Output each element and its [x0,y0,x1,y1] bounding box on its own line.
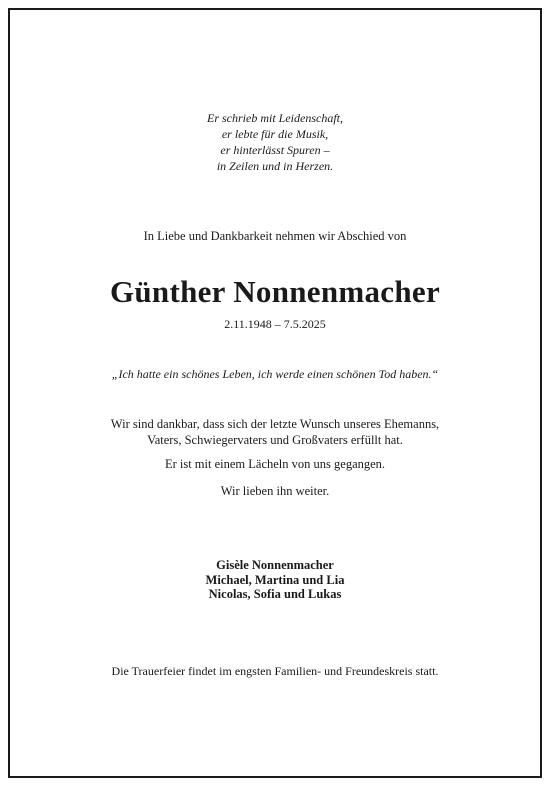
poem-line: in Zeilen und in Herzen. [216,159,334,173]
family-member-line: Gisèle Nonnenmacher [216,558,334,572]
poem-line: er hinterlässt Spuren – [220,143,330,157]
gratitude-paragraph [0,417,550,448]
poem-line: er lebte für die Musik, [221,127,329,141]
funeral-note: Die Trauerfeier findet im engsten Familien- und Freundeskreis statt. [111,664,439,678]
deceased-quote: „Ich hatte ein schönes Leben, ich werde einen schönen Tod haben.“ [111,367,439,381]
gratitude-line: Vaters, Schwiegervaters und Großvaters erfüllt hat. [147,432,403,447]
family-signatures [0,558,550,602]
deceased-name: Günther Nonnenmacher [109,274,441,309]
farewell-intro: In Liebe und Dankbarkeit nehmen wir Abschied von [143,229,407,243]
gratitude-line: Wir sind dankbar, dass sich der letzte Wunsch unseres Ehemanns, [110,417,440,431]
love-paragraph: Wir lieben ihn weiter. [220,484,330,498]
family-member-line: Nicolas, Sofia und Lukas [208,587,342,601]
smile-paragraph: Er ist mit einem Lächeln von uns gegangen. [164,457,386,471]
life-dates: 2.11.1948 – 7.5.2025 [224,317,326,331]
poem-line: Er schrieb mit Leidenschaft, [207,111,343,125]
memorial-poem [0,110,550,174]
family-member-line: Michael, Martina und Lia [205,572,345,587]
